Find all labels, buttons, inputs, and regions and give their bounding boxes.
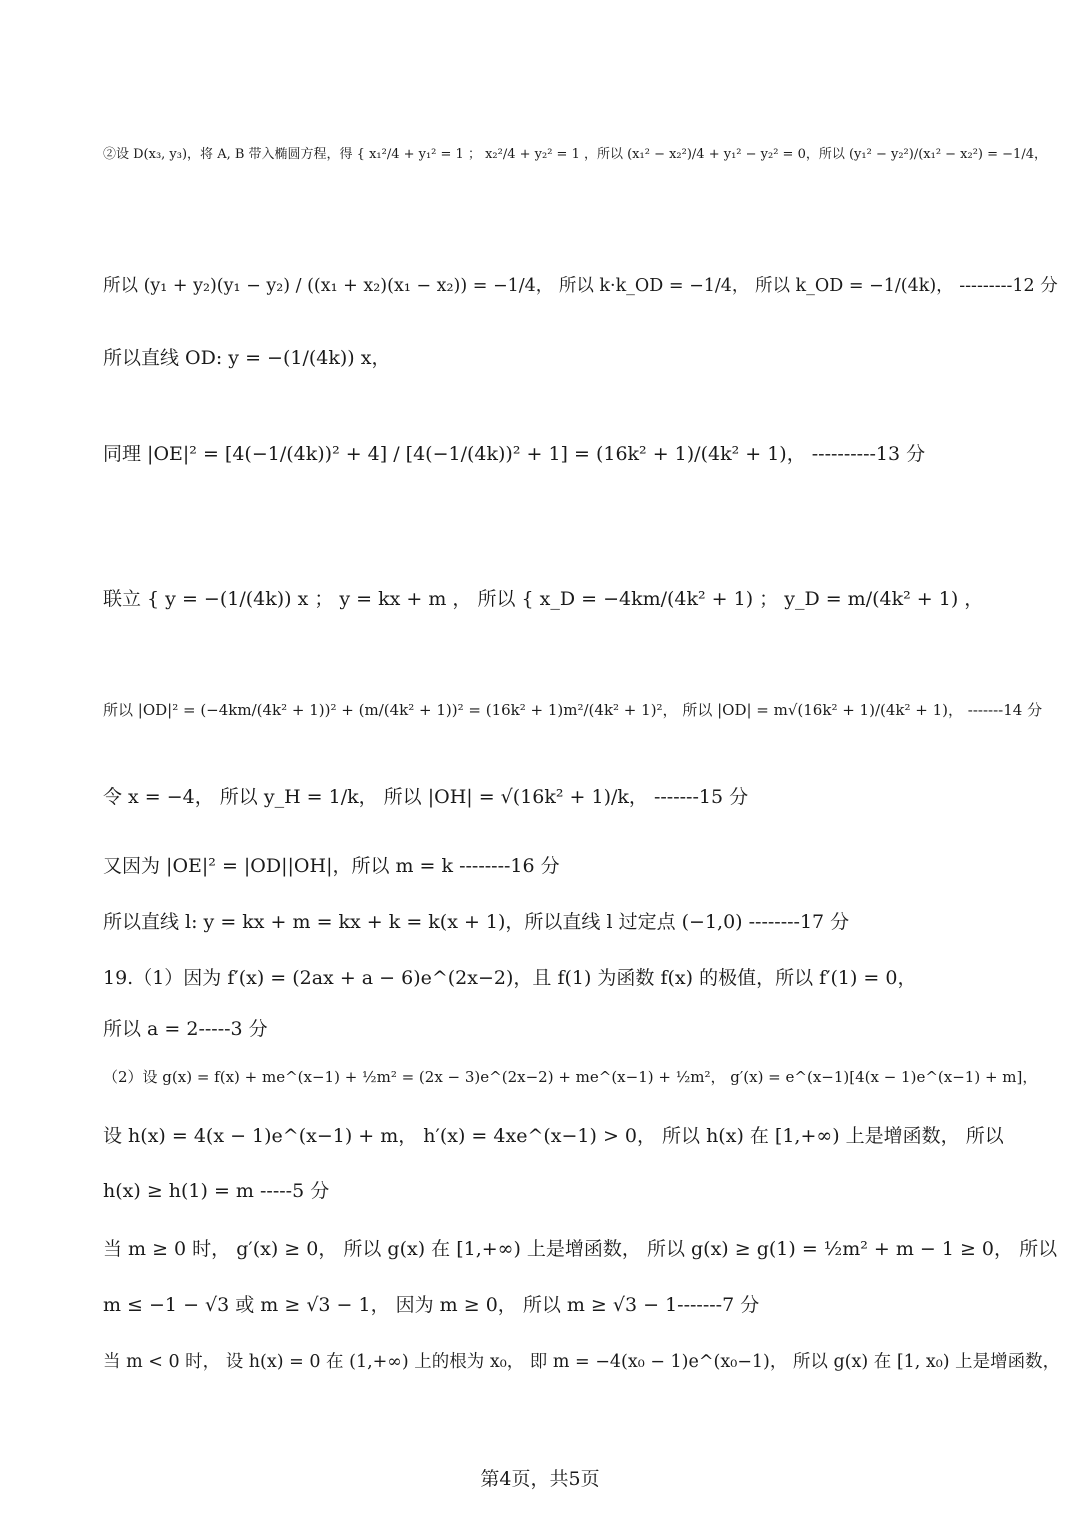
line-16: m ≤ −1 − √3 或 m ≥ √3 − 1， 因为 m ≥ 0， 所以 m ≥ √3 − 1-------7 分	[103, 1294, 760, 1316]
line-7: 令 x = −4， 所以 y_H = 1/k， 所以 |OH| = √(16k² + 1)/k， -------15 分	[103, 786, 749, 808]
line-15: 当 m ≥ 0 时， g′(x) ≥ 0， 所以 g(x) 在 [1,+∞) 上是增函数， 所以 g(x) ≥ g(1) = ½m² + m − 1 ≥ 0， 所以	[103, 1238, 1058, 1260]
line-1: ②设 D(x₃, y₃)，将 A, B 带入椭圆方程，得 { x₁²/4 + y₁² = 1 ； x₂²/4 + y₂² = 1 ，所以 (x₁² − x₂²)/4 + y₁² − y₂² = 0，所以 (y₁² − y₂²)/(x₁² − x₂²) = −1/4，	[103, 147, 1047, 162]
line-12: （2）设 g(x) = f(x) + me^(x−1) + ½m² = (2x − 3)e^(2x−2) + me^(x−1) + ½m²， g′(x) = e^(x−1)[4(x − 1)e^(x−1) + m]，	[103, 1068, 1038, 1086]
line-13: 设 h(x) = 4(x − 1)e^(x−1) + m， h′(x) = 4xe^(x−1) > 0， 所以 h(x) 在 [1,+∞) 上是增函数， 所以	[103, 1125, 1004, 1147]
line-3: 所以直线 OD: y = −(1/(4k)) x，	[103, 347, 391, 369]
line-6: 所以 |OD|² = (−4km/(4k² + 1))² + (m/(4k² + 1))² = (16k² + 1)m²/(4k² + 1)²， 所以 |OD| = m√(16k² + 1)/(4k² + 1)， -------14 分	[103, 701, 1043, 719]
line-9: 所以直线 l: y = kx + m = kx + k = k(x + 1)，所以直线 l 过定点 (−1,0) --------17 分	[103, 911, 850, 933]
page-footer: 第4页，共5页	[480, 1468, 600, 1490]
line-10: 19.（1）因为 f′(x) = (2ax + a − 6)e^(2x−2)，且 f(1) 为函数 f(x) 的极值，所以 f′(1) = 0，	[103, 967, 917, 989]
line-8: 又因为 |OE|² = |OD||OH|，所以 m = k --------16 分	[103, 855, 560, 877]
line-2: 所以 (y₁ + y₂)(y₁ − y₂) / ((x₁ + x₂)(x₁ − x₂)) = −1/4， 所以 k·k_OD = −1/4， 所以 k_OD = −1/(4k)， ---------12 分	[103, 276, 1058, 296]
line-4: 同理 |OE|² = [4(−1/(4k))² + 4] / [4(−1/(4k))² + 1] = (16k² + 1)/(4k² + 1)， ----------13 分	[103, 443, 926, 465]
line-14: h(x) ≥ h(1) = m -----5 分	[103, 1180, 330, 1202]
line-5: 联立 { y = −(1/(4k)) x ； y = kx + m ， 所以 { x_D = −4km/(4k² + 1) ； y_D = m/(4k² + 1) ，	[103, 588, 984, 610]
line-11: 所以 a = 2-----3 分	[103, 1018, 268, 1040]
line-17: 当 m < 0 时， 设 h(x) = 0 在 (1,+∞) 上的根为 x₀， 即 m = −4(x₀ − 1)e^(x₀−1)， 所以 g(x) 在 [1, x₀) 上是增函数，	[103, 1352, 1061, 1372]
